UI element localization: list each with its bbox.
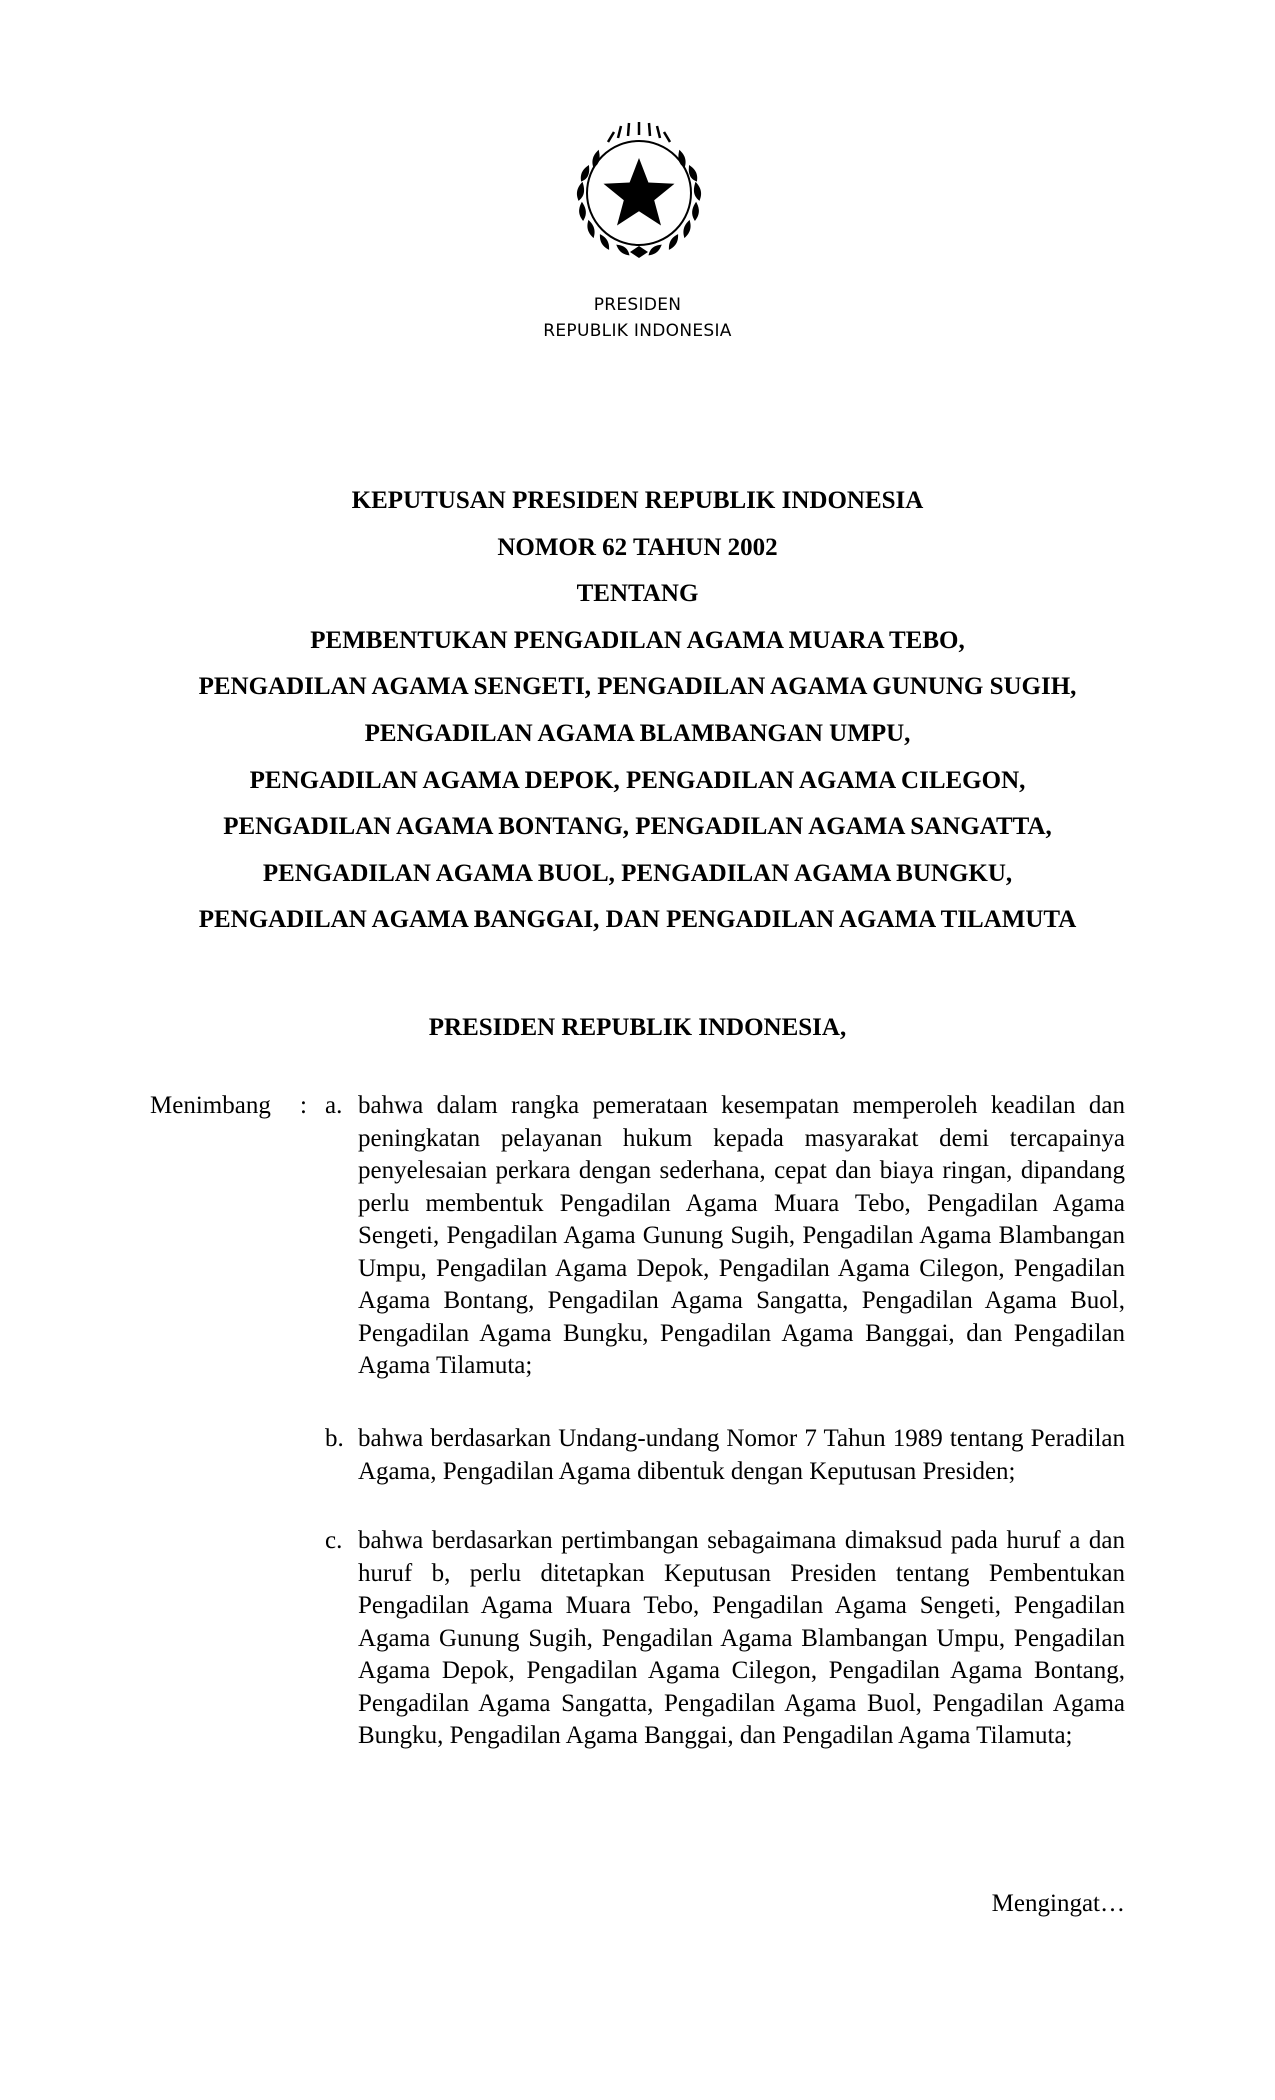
document-title	[0, 478, 1275, 944]
clause-text: bahwa berdasarkan Undang-undang Nomor 7 Tahun 1989 tentang Peradilan Agama, Pengadilan Agama dibentuk dengan Keputusan Presiden;	[358, 1425, 1125, 1485]
clause-text: bahwa dalam rangka pemerataan kesempatan memperoleh keadilan dan peningkatan pelayanan hukum kepada masyarakat demi tercapainya penyelesaian perkara dengan sederhana, cepat dan biaya ringan, dipandang perlu membentuk Pengadilan Agama Muara Tebo, Pengadilan Agama Sengeti, Pengadilan Agama Gunung Sugih, Pengadilan Agama Blambangan Umpu, Pengadilan Agama Depok, Pengadilan Agama Cilegon, Pengadilan Agama Bontang, Pengadilan Agama Sangatta, Pengadilan Agama Buol, Pengadilan Agama Bungku, Pengadilan Agama Banggai, dan Pengadilan Agama Tilamuta;	[358, 1092, 1125, 1379]
subject-line: PENGADILAN AGAMA BANGGAI, DAN PENGADILAN AGAMA TILAMUTA	[198, 906, 1077, 934]
menimbang-colon: :	[300, 1092, 307, 1119]
presidential-seal-icon	[558, 112, 720, 274]
title-line-1: KEPUTUSAN PRESIDEN REPUBLIK INDONESIA	[351, 487, 924, 514]
president-heading: PRESIDEN REPUBLIK INDONESIA,	[428, 1014, 847, 1041]
clause-text: bahwa berdasarkan pertimbangan sebagaimana dimaksud pada huruf a dan huruf b, perlu ditetapkan Keputusan Presiden tentang Pembentukan Pengadilan Agama Muara Tebo, Pengadilan Agama Sengeti, Pengadilan Agama Gunung Sugih, Pengadilan Agama Blambangan Umpu, Pengadilan Agama Depok, Pengadilan Agama Cilegon, Pengadilan Agama Bontang, Pengadilan Agama Sangatta, Pengadilan Agama Buol, Pengadilan Agama Bungku, Pengadilan Agama Banggai, dan Pengadilan Agama Tilamuta;	[358, 1527, 1125, 1749]
clause-letter: b.	[325, 1425, 344, 1452]
menimbang-label: Menimbang	[150, 1092, 271, 1119]
clause-a	[325, 1090, 1125, 1383]
letterhead-line-1: PRESIDEN	[593, 295, 682, 315]
letterhead-line-2: REPUBLIK INDONESIA	[543, 321, 732, 341]
subject-line: PENGADILAN AGAMA DEPOK, PENGADILAN AGAMA CILEGON,	[249, 766, 1026, 794]
subject-line: PENGADILAN AGAMA BONTANG, PENGADILAN AGAMA SANGATTA,	[223, 813, 1052, 841]
clause-letter: a.	[325, 1092, 343, 1119]
clause-letter: c.	[325, 1527, 343, 1554]
title-line-2: NOMOR 62 TAHUN 2002	[497, 533, 778, 561]
subject-line: PEMBENTUKAN PENGADILAN AGAMA MUARA TEBO,	[310, 626, 965, 654]
clause-b	[325, 1423, 1125, 1488]
next-page-catchword: Mengingat…	[991, 1890, 1125, 1917]
title-line-3: TENTANG	[576, 580, 699, 608]
subject-line: PENGADILAN AGAMA SENGETI, PENGADILAN AGAMA GUNUNG SUGIH,	[198, 673, 1077, 701]
subject-line: PENGADILAN AGAMA BUOL, PENGADILAN AGAMA BUNGKU,	[262, 859, 1013, 887]
clause-c	[325, 1525, 1125, 1753]
subject-line: PENGADILAN AGAMA BLAMBANGAN UMPU,	[364, 719, 911, 747]
